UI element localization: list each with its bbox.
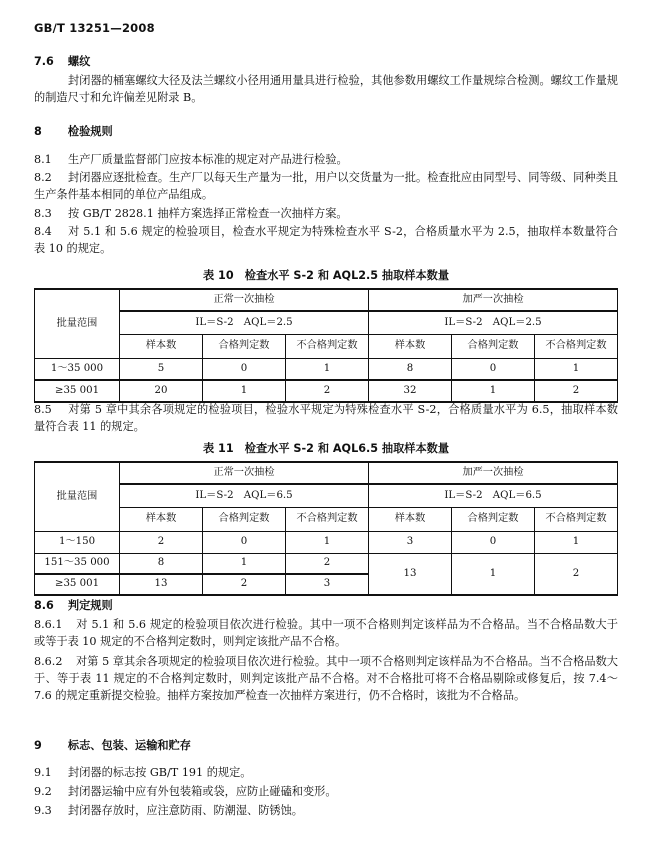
clause-number: 9.3	[34, 804, 52, 817]
clause-text: 对 5.1 和 5.6 规定的检验项目依次进行检验。其中一项不合格则判定该样品为不合格品。当不合格品数大于或等于表 10 规定的不合格判定数时，则判定该批产品不合格。	[34, 618, 618, 648]
section-8-6-heading	[34, 598, 618, 615]
table-cell: 2	[286, 380, 369, 402]
column-header: 合格判定数	[452, 334, 535, 358]
clause-text: 对第 5 章中其余各项规定的检验项目，检验水平规定为特殊检查水平 S-2，合格质量水平为 6.5，抽取样本数量符合表 11 的规定。	[34, 403, 618, 433]
table-cell: 32	[369, 380, 452, 402]
table-cell: 1	[452, 380, 535, 402]
table-cell-merged: 2	[535, 553, 618, 595]
clause-text: 生产厂质量监督部门应按本标准的规定对产品进行检验。	[68, 153, 348, 166]
section-number: 8	[34, 125, 42, 138]
table-cell-merged: 1	[452, 553, 535, 595]
column-header: 不合格判定数	[535, 507, 618, 531]
clause-text: 封闭器运输中应有外包装箱或袋，应防止碰磕和变形。	[68, 785, 337, 798]
il-aql-normal: IL＝S-2 AQL＝6.5	[120, 484, 369, 507]
clause-8-6-2	[34, 654, 618, 704]
tightened-inspection-header: 加严一次抽检	[369, 462, 618, 484]
table-10	[34, 288, 618, 403]
table-cell: 1	[286, 358, 369, 380]
clause-text: 封闭器应逐批检查。生产厂以每天生产量为一批，用户以交货量为一批。检查批应由同型号、同等级、同种类且生产条件基本相同的单位产品组成。	[34, 171, 618, 201]
clause-8-5	[34, 402, 618, 436]
normal-inspection-header: 正常一次抽检	[120, 462, 369, 484]
clause-8-6-1	[34, 617, 618, 651]
clause-number: 8.5	[34, 403, 52, 416]
lot-range-cell: 1～150	[35, 531, 120, 553]
table-cell: 2	[286, 553, 369, 574]
clause-number: 8.1	[34, 153, 52, 166]
section-title: 检验规则	[67, 125, 113, 138]
section-7-6-paragraph: 封闭器的桶塞螺纹大径及法兰螺纹小径用通用量具进行检验，其他参数用螺纹工作量规综合检测。螺纹工作量规的制造尺寸和允许偏差见附录 B。	[34, 74, 618, 104]
section-9-heading	[34, 738, 618, 755]
lot-range-cell: 1～35 000	[35, 358, 120, 380]
clause-number: 8.2	[34, 171, 52, 184]
table-cell: 0	[452, 358, 535, 380]
il-aql-normal: IL＝S-2 AQL＝2.5	[120, 311, 369, 334]
section-number: 8.6	[34, 599, 54, 612]
table-cell: 0	[203, 531, 286, 553]
table-cell: 8	[369, 358, 452, 380]
table-cell: 2	[535, 380, 618, 402]
table-row	[35, 380, 618, 402]
table-cell: 1	[203, 553, 286, 574]
clause-number: 9.2	[34, 785, 52, 798]
column-header: 样本数	[369, 507, 452, 531]
section-number: 7.6	[34, 55, 54, 68]
clause-text: 封闭器存放时，应注意防雨、防潮湿、防锈蚀。	[68, 804, 303, 817]
clause-text: 对第 5 章其余各项规定的检验项目依次进行检验。其中一项不合格则判定该样品为不合格品。当不合格品数大于、等于表 11 规定的不合格判定数时，则判定该批产品不合格。对不合格批可将不合格品剔除或修复后，按 7.4～7.6 的规定重新提交检验。抽样方案按加严检查一次抽样方案进行，仍不合格时，该批为不合格品。	[34, 655, 618, 702]
table-cell: 0	[452, 531, 535, 553]
table-row	[35, 358, 618, 380]
clause-8-4	[34, 224, 618, 258]
lot-range-header: 批量范围	[35, 289, 120, 358]
tightened-inspection-header: 加严一次抽检	[369, 289, 618, 311]
table-11-wrapper	[34, 461, 618, 596]
table-cell: 3	[286, 574, 369, 595]
column-header: 样本数	[120, 334, 203, 358]
column-header: 不合格判定数	[535, 334, 618, 358]
column-header: 样本数	[120, 507, 203, 531]
table-cell: 1	[286, 531, 369, 553]
table-11-caption: 表 11 检查水平 S-2 和 AQL6.5 抽取样本数量	[202, 442, 450, 455]
table-11	[34, 461, 618, 596]
normal-inspection-header: 正常一次抽检	[120, 289, 369, 311]
clause-8-1	[34, 152, 618, 169]
clause-text: 对 5.1 和 5.6 规定的检验项目，检查水平规定为特殊检查水平 S-2，合格质量水平为 2.5，抽取样本数量符合表 10 的规定。	[34, 225, 618, 255]
table-cell: 3	[369, 531, 452, 553]
clause-9-3	[34, 803, 618, 820]
column-header: 不合格判定数	[286, 334, 369, 358]
clause-8-2	[34, 170, 618, 204]
clause-number: 8.3	[34, 207, 52, 220]
clause-number: 8.4	[34, 225, 52, 238]
clause-text: 按 GB/T 2828.1 抽样方案选择正常检查一次抽样方案。	[68, 207, 348, 220]
table-cell: 2	[120, 531, 203, 553]
table-cell: 5	[120, 358, 203, 380]
lot-range-cell: 151～35 000	[35, 553, 120, 574]
column-header: 合格判定数	[203, 334, 286, 358]
table-cell: 1	[535, 531, 618, 553]
lot-range-header: 批量范围	[35, 462, 120, 531]
table-10-caption: 表 10 检查水平 S-2 和 AQL2.5 抽取样本数量	[202, 269, 450, 282]
lot-range-cell: ≥35 001	[35, 380, 120, 402]
table-cell-merged: 13	[369, 553, 452, 595]
clause-text: 封闭器的标志按 GB/T 191 的规定。	[68, 766, 252, 779]
clause-number: 8.6.1	[34, 618, 63, 631]
table-cell: 8	[120, 553, 203, 574]
table-row	[35, 531, 618, 553]
section-title: 螺纹	[67, 55, 91, 68]
clause-8-3	[34, 206, 618, 223]
table-10-wrapper	[34, 288, 618, 403]
column-header: 样本数	[369, 334, 452, 358]
table-cell: 13	[120, 574, 203, 595]
table-cell: 20	[120, 380, 203, 402]
table-cell: 0	[203, 358, 286, 380]
lot-range-cell: ≥35 001	[35, 574, 120, 595]
table-cell: 1	[203, 380, 286, 402]
il-aql-tightened: IL＝S-2 AQL＝6.5	[369, 484, 618, 507]
section-title: 判定规则	[67, 599, 113, 612]
table-cell: 2	[203, 574, 286, 595]
section-number: 9	[34, 739, 42, 752]
section-title: 标志、包装、运输和贮存	[67, 739, 191, 752]
table-cell: 1	[535, 358, 618, 380]
clause-number: 8.6.2	[34, 655, 63, 668]
clause-9-2	[34, 784, 618, 801]
clause-number: 9.1	[34, 766, 52, 779]
column-header: 合格判定数	[203, 507, 286, 531]
standard-code-header: GB/T 13251—2008	[34, 21, 155, 35]
column-header: 合格判定数	[452, 507, 535, 531]
section-8-heading	[34, 124, 618, 141]
il-aql-tightened: IL＝S-2 AQL＝2.5	[369, 311, 618, 334]
column-header: 不合格判定数	[286, 507, 369, 531]
clause-9-1	[34, 765, 618, 782]
section-7-6-heading	[34, 54, 618, 71]
table-row	[35, 553, 618, 574]
